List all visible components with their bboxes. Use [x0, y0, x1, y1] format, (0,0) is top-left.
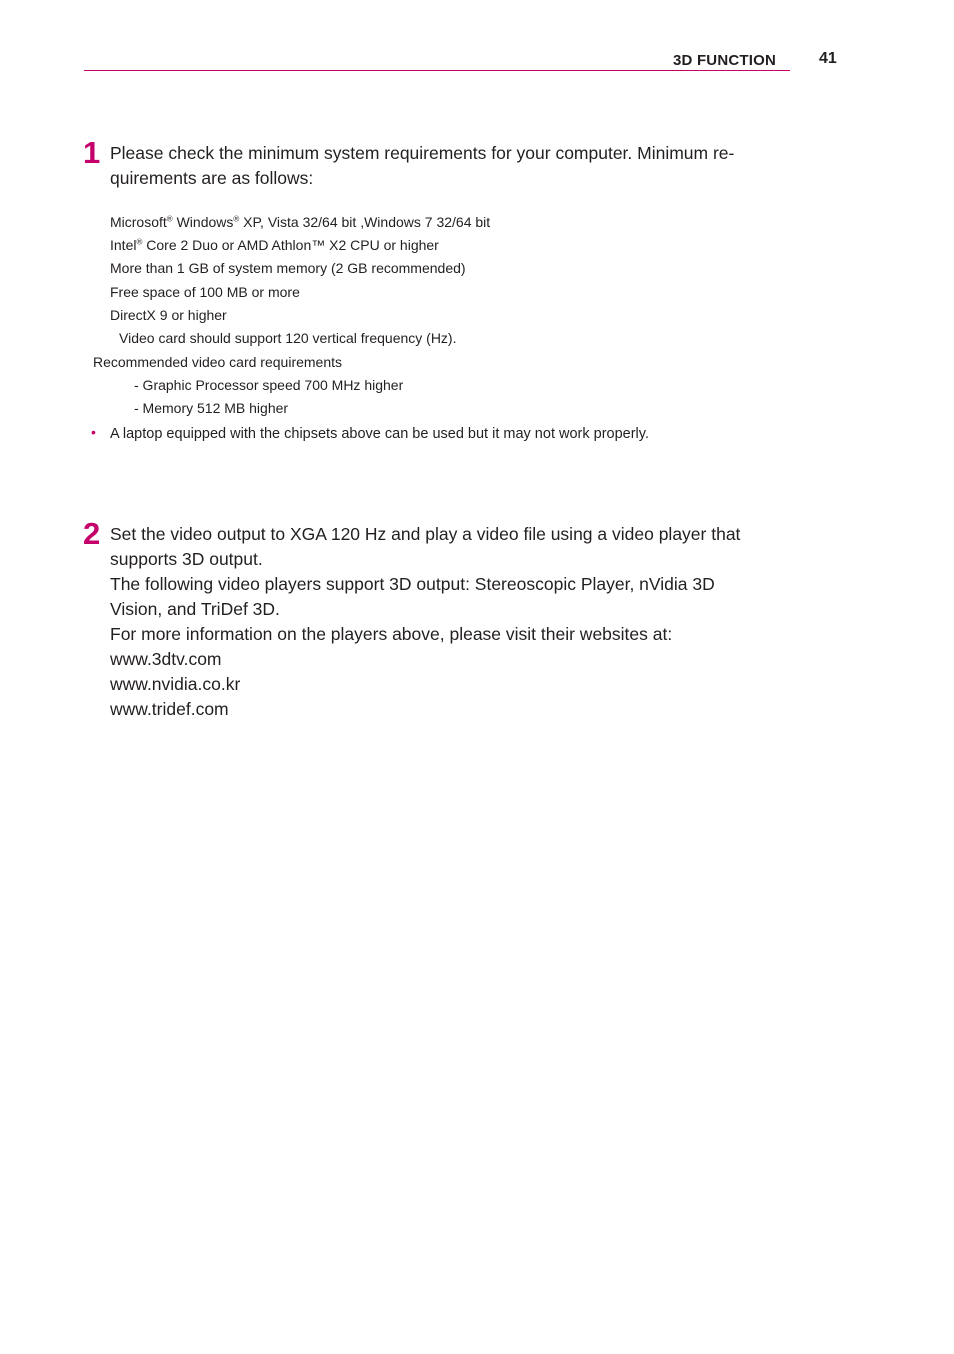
- requirement-cpu-text-b: Core 2 Duo or AMD Athlon™ X2 CPU or higher: [142, 237, 439, 253]
- recommended-graphic: - Graphic Processor speed 700 MHz higher: [134, 377, 404, 393]
- recommended-title: Recommended video card requirements: [93, 354, 343, 370]
- step2-body: [110, 522, 740, 722]
- requirement-cpu-text-a: Intel: [110, 237, 137, 253]
- step2-line: For more information on the players above, please visit their websites at:: [110, 624, 673, 644]
- registered-mark: ®: [166, 214, 173, 224]
- recommended-memory: - Memory 512 MB higher: [134, 400, 289, 416]
- website-link-3dtv: www.3dtv.com: [110, 649, 222, 669]
- website-link-nvidia: www.nvidia.co.kr: [110, 674, 241, 694]
- requirement-disk: Free space of 100 MB or more: [110, 284, 300, 300]
- requirement-os-text-c: XP, Vista 32/64 bit ,Windows 7 32/64 bit: [239, 214, 491, 230]
- step1-intro: [110, 141, 734, 191]
- step2-line: The following video players support 3D output: Stereoscopic Player, nVidia 3D: [110, 574, 715, 594]
- requirement-cpu: [110, 236, 439, 254]
- page-number: 41: [819, 50, 837, 67]
- step2-line: supports 3D output.: [110, 549, 263, 569]
- website-link-tridef: www.tridef.com: [110, 699, 229, 719]
- step-number-2: 2: [83, 516, 101, 551]
- requirement-video: Video card should support 120 vertical frequency (Hz).: [119, 330, 457, 346]
- registered-mark: ®: [136, 237, 143, 247]
- requirement-os: [110, 213, 490, 231]
- step2-line: Set the video output to XGA 120 Hz and play a video file using a video player that: [110, 524, 741, 544]
- note-bullet: •: [91, 424, 96, 440]
- step1-intro-line1: Please check the minimum system requirements for your computer. Minimum re-: [110, 143, 735, 163]
- laptop-note: A laptop equipped with the chipsets above can be used but it may not work properly.: [110, 426, 649, 442]
- step2-line: Vision, and TriDef 3D.: [110, 599, 280, 619]
- header-rule: [84, 70, 790, 71]
- registered-mark: ®: [233, 214, 240, 224]
- requirement-memory: More than 1 GB of system memory (2 GB recommended): [110, 260, 466, 276]
- section-title: 3D FUNCTION: [673, 52, 777, 69]
- step1-intro-line2: quirements are as follows:: [110, 168, 314, 188]
- requirement-os-text-a: Microsoft: [110, 214, 167, 230]
- requirement-directx: DirectX 9 or higher: [110, 307, 227, 323]
- requirement-os-text-b: Windows: [172, 214, 234, 230]
- step-number-1: 1: [83, 135, 101, 170]
